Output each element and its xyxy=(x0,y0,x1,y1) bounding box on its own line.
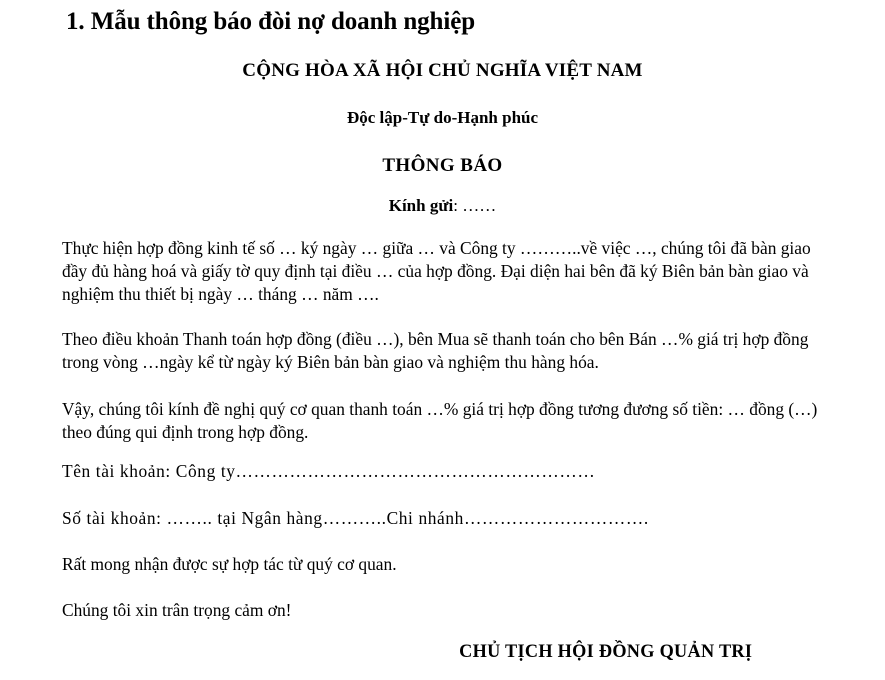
page-title: 1. Mẫu thông báo đòi nợ doanh nghiệp xyxy=(66,8,475,35)
recipient-separator: : xyxy=(453,196,463,215)
closing-line-cooperation: Rất mong nhận được sự hợp tác từ quý cơ quan. xyxy=(62,554,397,574)
national-motto: Độc lập-Tự do-Hạnh phúc xyxy=(346,108,539,127)
recipient-line xyxy=(0,196,885,216)
national-name-heading: CỘNG HÒA XÃ HỘI CHỦ NGHĨA VIỆT NAM xyxy=(242,60,643,81)
recipient-label: Kính gửi xyxy=(388,196,454,215)
notice-type-heading: THÔNG BÁO xyxy=(382,155,503,176)
account-number-line: Số tài khoản: …….. tại Ngân hàng………..Chi nhánh…………………………. xyxy=(62,508,649,528)
body-paragraph-2: Theo điều khoản Thanh toán hợp đồng (điều …), bên Mua sẽ thanh toán cho bên Bán …% giá trị hợp đồng trong vòng …ngày kể từ ngày ký Biên bản bàn giao và nghiệm thu hàng hóa. xyxy=(62,329,809,373)
recipient-value: …… xyxy=(462,196,497,215)
body-paragraph-1: Thực hiện hợp đồng kinh tế số … ký ngày … giữa … và Công ty ………..về việc …, chúng tôi đã bàn giao đầy đủ hàng hoá và giấy tờ quy định tại điều … của hợp đồng. Đại diện hai bên đã ký Biên bản bàn giao và nghiệm thu thiết bị ngày … tháng … năm …. xyxy=(62,238,811,305)
signature-title: CHỦ TỊCH HỘI ĐỒNG QUẢN TRỊ xyxy=(459,641,753,662)
closing-line-thanks: Chúng tôi xin trân trọng cảm ơn! xyxy=(62,600,292,620)
body-paragraph-3: Vậy, chúng tôi kính đề nghị quý cơ quan thanh toán …% giá trị hợp đồng tương đương số tiền: … đồng (…) theo đúng qui định trong hợp đồng. xyxy=(62,399,818,443)
account-name-line: Tên tài khoản: Công ty…………………………………………………… xyxy=(62,461,596,481)
